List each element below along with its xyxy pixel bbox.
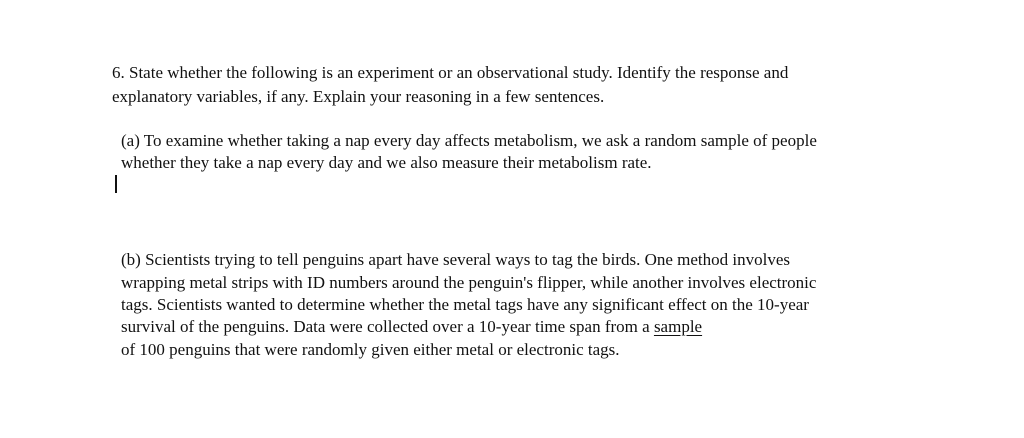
- part-b-line-4: [121, 316, 702, 338]
- spellcheck-underlined-word: sample: [653, 317, 703, 336]
- part-b-line-5: of 100 penguins that were randomly given either metal or electronic tags.: [121, 340, 620, 359]
- text-cursor: [115, 175, 117, 193]
- part-a-line-1: (a) To examine whether taking a nap every day affects metabolism, we ask a random sample of people: [121, 131, 817, 150]
- part-a-line-2: whether they take a nap every day and we also measure their metabolism rate.: [121, 153, 652, 172]
- part-b-line-3: tags. Scientists wanted to determine whether the metal tags have any significant effect on the 10-year: [121, 295, 809, 314]
- part-b-line-1: (b) Scientists trying to tell penguins apart have several ways to tag the birds. One method involves: [121, 250, 790, 269]
- question-line-1: 6. State whether the following is an experiment or an observational study. Identify the response and: [112, 63, 789, 82]
- question-line-2: explanatory variables, if any. Explain your reasoning in a few sentences.: [112, 87, 605, 106]
- part-b-line-4-prefix: survival of the penguins. Data were collected over a 10-year time span from a: [121, 317, 654, 336]
- part-b-line-2: wrapping metal strips with ID numbers around the penguin's flipper, while another involves electronic: [121, 273, 817, 292]
